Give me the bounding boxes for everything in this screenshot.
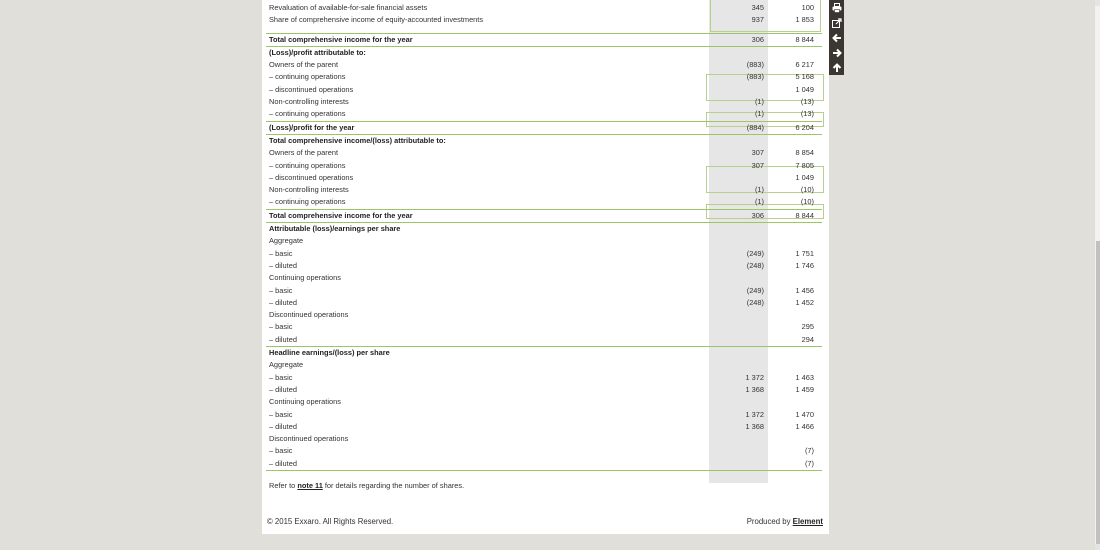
prior-year-value: 294	[801, 334, 814, 344]
row-label: – basic	[269, 248, 293, 258]
current-year-value: 306	[751, 34, 764, 44]
prior-year-value: 6 204	[795, 122, 814, 132]
copyright-text: © 2015 Exxaro. All Rights Reserved.	[267, 517, 394, 526]
prior-year-value: 8 854	[795, 148, 814, 158]
current-year-value: 937	[751, 15, 764, 25]
current-year-value: (1)	[754, 97, 764, 107]
prior-year-value: 1 452	[795, 297, 814, 307]
current-year-value: 307	[751, 148, 764, 158]
shares-note	[269, 481, 464, 490]
previous-page-button[interactable]	[829, 30, 844, 45]
print-icon	[832, 3, 842, 13]
row-label: – basic	[269, 446, 293, 456]
financial-statement-table	[266, 0, 822, 471]
row-label: – discontinued operations	[269, 84, 354, 94]
row-label: Headline earnings/(loss) per share	[269, 348, 390, 358]
prior-year-value: 1 466	[795, 421, 814, 431]
side-toolbar	[829, 0, 844, 75]
prior-year-value: 1 470	[795, 409, 814, 419]
row-label: – diluted	[269, 458, 297, 468]
table-row	[266, 196, 822, 208]
table-row	[266, 248, 822, 260]
table-row	[266, 172, 822, 184]
row-label: – diluted	[269, 260, 297, 270]
row-label: – continuing operations	[269, 109, 346, 119]
table-row	[266, 309, 822, 321]
table-row	[266, 297, 822, 309]
table-row	[266, 359, 822, 371]
table-row	[266, 396, 822, 408]
current-year-value: (248)	[746, 260, 764, 270]
current-year-value: 1 368	[745, 421, 764, 431]
row-label: – basic	[269, 409, 293, 419]
row-label: Non-controlling interests	[269, 97, 349, 107]
table-row	[266, 285, 822, 297]
share-icon	[832, 18, 842, 28]
table-row	[266, 71, 822, 83]
row-label: Non-controlling interests	[269, 185, 349, 195]
current-year-value: (249)	[746, 285, 764, 295]
row-label: (Loss)/profit attributable to:	[269, 47, 366, 57]
table-row	[266, 108, 822, 120]
element-link[interactable]: Element	[792, 517, 823, 526]
arrow-left-icon	[832, 33, 842, 43]
prior-year-value: 1 456	[795, 285, 814, 295]
row-label: Aggregate	[269, 236, 304, 246]
row-label: Discontinued operations	[269, 434, 349, 444]
current-year-value: 1 368	[745, 384, 764, 394]
row-label: – basic	[269, 322, 293, 332]
prior-year-value: 1 459	[795, 384, 814, 394]
table-row	[266, 223, 822, 235]
share-button[interactable]	[829, 15, 844, 30]
prior-year-value: 1 746	[795, 260, 814, 270]
current-year-value: 306	[751, 210, 764, 220]
row-label: Continuing operations	[269, 397, 341, 407]
table-row	[266, 235, 822, 247]
current-year-value: 1 372	[745, 372, 764, 382]
row-label: – diluted	[269, 334, 297, 344]
note-11-link[interactable]: note 11	[297, 481, 323, 490]
table-row	[266, 334, 822, 346]
prior-year-value: (10)	[800, 197, 814, 207]
current-year-value: (1)	[754, 185, 764, 195]
table-row	[266, 346, 822, 359]
row-label: – basic	[269, 285, 293, 295]
current-year-value: (249)	[746, 248, 764, 258]
row-label: – basic	[269, 372, 293, 382]
prior-year-value: (7)	[804, 458, 814, 468]
row-label: Discontinued operations	[269, 310, 349, 320]
table-row	[266, 2, 822, 14]
table-row	[266, 372, 822, 384]
total-row	[266, 209, 822, 223]
note-suffix: for details regarding the number of shares.	[322, 481, 465, 490]
current-year-value: 307	[751, 160, 764, 170]
table-row	[266, 59, 822, 71]
row-label: Owners of the parent	[269, 148, 339, 158]
arrow-up-icon	[832, 63, 842, 73]
row-label: Aggregate	[269, 360, 304, 370]
row-label: (Loss)/profit for the year	[269, 122, 355, 132]
table-row	[266, 14, 822, 26]
prior-year-value: (10)	[800, 185, 814, 195]
table-row	[266, 147, 822, 159]
current-year-value: (883)	[746, 60, 764, 70]
row-label: – continuing operations	[269, 72, 346, 82]
prior-year-value: (13)	[800, 97, 814, 107]
prior-year-value: 1 049	[795, 172, 814, 182]
current-year-value: (248)	[746, 297, 764, 307]
table-row	[266, 84, 822, 96]
table-row	[266, 421, 822, 433]
prior-year-value: 100	[801, 3, 814, 12]
table-row	[266, 458, 822, 471]
row-label: – discontinued operations	[269, 172, 354, 182]
row-label: Revaluation of available-for-sale financial assets	[269, 3, 428, 12]
prior-year-value: 1 463	[795, 372, 814, 382]
row-label: – diluted	[269, 384, 297, 394]
total-row	[266, 121, 822, 135]
produced-by	[747, 517, 823, 526]
current-year-value: (1)	[754, 197, 764, 207]
prior-year-value: 1 751	[795, 248, 814, 258]
print-button[interactable]	[829, 0, 844, 15]
table-body	[266, 2, 822, 471]
prior-year-value: 295	[801, 322, 814, 332]
produced-by-label: Produced by	[746, 517, 793, 526]
prior-year-value: (7)	[804, 446, 814, 456]
prior-year-value: 1 049	[795, 84, 814, 94]
current-year-value: (884)	[746, 122, 764, 132]
prior-year-value: 6 217	[795, 60, 814, 70]
table-row	[266, 384, 822, 396]
table-row	[266, 184, 822, 196]
note-prefix: Refer to	[269, 481, 298, 490]
row-label: Continuing operations	[269, 273, 341, 283]
row-label: Attributable (loss)/earnings per share	[269, 224, 401, 234]
prior-year-value: (13)	[800, 109, 814, 119]
scroll-up-arrow[interactable]	[1095, 0, 1100, 6]
table-row	[266, 445, 822, 457]
row-label: Share of comprehensive income of equity-accounted investments	[269, 15, 484, 25]
current-year-value: (883)	[746, 72, 764, 82]
table-row	[266, 260, 822, 272]
prior-year-value: 5 168	[795, 72, 814, 82]
back-to-top-button[interactable]	[829, 60, 844, 75]
table-row	[266, 409, 822, 421]
prior-year-value: 8 844	[795, 34, 814, 44]
prior-year-value: 1 853	[795, 15, 814, 25]
row-label: – continuing operations	[269, 160, 346, 170]
prior-year-value: 8 844	[795, 210, 814, 220]
row-label: Total comprehensive income/(loss) attributable to:	[269, 135, 446, 145]
table-row	[266, 96, 822, 108]
scroll-thumb[interactable]	[1096, 241, 1100, 544]
table-row	[266, 160, 822, 172]
current-year-value: (1)	[754, 109, 764, 119]
scroll-down-arrow[interactable]	[1095, 544, 1100, 550]
next-page-button[interactable]	[829, 45, 844, 60]
vertical-scrollbar[interactable]	[1094, 0, 1100, 550]
row-label: Total comprehensive income for the year	[269, 210, 413, 220]
table-row	[266, 272, 822, 284]
total-row	[266, 33, 822, 47]
row-label: – continuing operations	[269, 197, 346, 207]
table-row	[266, 135, 822, 147]
table-row	[266, 47, 822, 59]
current-year-value: 345	[751, 3, 764, 12]
prior-year-value: 7 805	[795, 160, 814, 170]
row-label: Owners of the parent	[269, 60, 339, 70]
row-label: – diluted	[269, 297, 297, 307]
current-year-value: 1 372	[745, 409, 764, 419]
document-page	[262, 0, 829, 534]
row-label: – diluted	[269, 421, 297, 431]
row-label: Total comprehensive income for the year	[269, 34, 413, 44]
table-row	[266, 433, 822, 445]
arrow-right-icon	[832, 48, 842, 58]
table-row	[266, 321, 822, 333]
